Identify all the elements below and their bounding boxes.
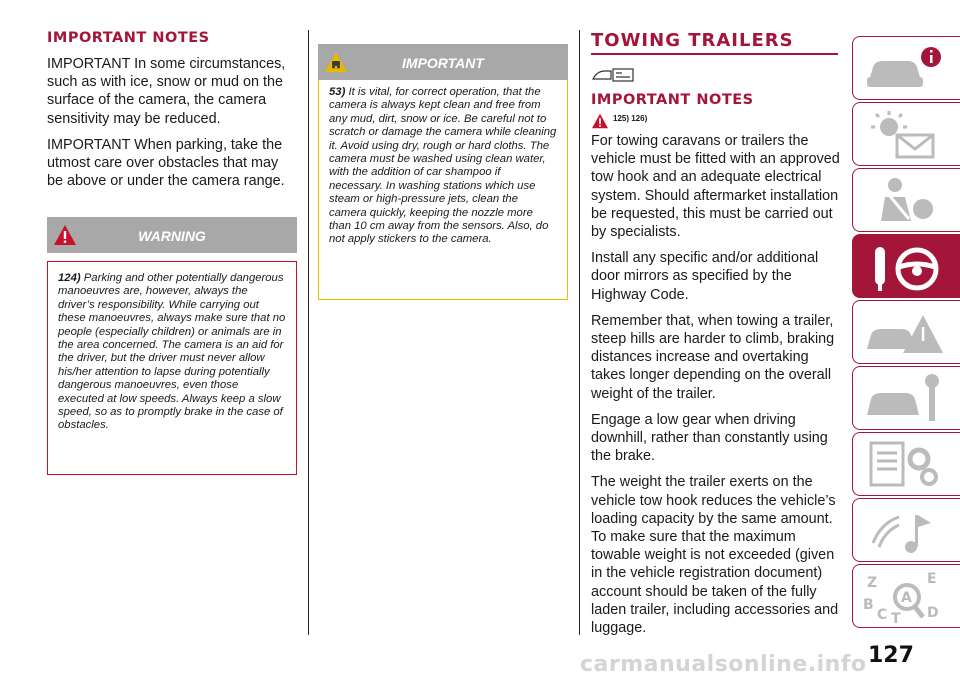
important-header [318,44,568,80]
car-wrench-icon [861,371,951,427]
warning-title: WARNING [138,228,206,244]
starting-driving-tab[interactable] [852,234,960,298]
safety-tab[interactable] [852,168,960,232]
svg-text:A: A [901,590,912,606]
refs-row [591,112,841,132]
important-body [318,80,568,300]
key-steering-wheel-icon [861,239,951,295]
refs-text: 125) 126) [613,114,648,123]
important-title: IMPORTANT [402,55,484,71]
multimedia-tab[interactable] [852,498,960,562]
column-divider [308,30,309,635]
warning-triangle-icon [591,113,609,129]
svg-text:B: B [863,597,874,613]
alphabet-search-icon [861,569,951,625]
svg-text:Z: Z [867,575,878,591]
warning-header [47,217,297,253]
warning-text: Parking and other potentially dangerous manoeuvres are, however, always the driver’s responsibility. While carrying out these manoeuvres, always make sure that no people (especially children) or animals are in the area concerned. The camera is an aid for the driver, but the driver must never allow his/her attention to lapse during potentially dangerous manoeuvres, even those executed at low speeds. Always keep a slow speed, so as to promptly brake in the case of obstacles. [58,272,286,432]
warning-box [47,217,297,475]
paragraph: IMPORTANT In some circumstances, such as with ice, snow or mud on the surface of the camera, the camera sensitivity may be reduced. [47,56,286,127]
svg-text:T: T [891,611,901,625]
svg-text:E: E [927,571,937,587]
paragraph: The weight the trailer exerts on the vehicle tow hook reduces the vehicle’s loading capacity by the same amount. To make sure that the maximum towable weight is not exceeded (given in the vehicle registration document) account should be taken of the fully laden trailer, including accessories and luggage. [591,474,839,637]
page-number: 127 [868,643,914,668]
watermark: carmanualsonline.info [580,652,867,677]
car-info-icon [861,41,951,97]
title-underline [591,53,838,55]
vehicle-version-icon [591,65,635,85]
section-heading: IMPORTANT NOTES [47,30,210,46]
paragraph: Engage a low gear when driving downhill, rather than constantly using the brake. [591,411,828,465]
column-divider [579,30,580,635]
important-ref: 53) [329,86,346,98]
technical-data-tab[interactable] [852,432,960,496]
left-column [47,30,297,198]
paragraph: Install any specific and/or additional door mirrors as specified by the Highway Code. [591,250,819,303]
svg-text:C: C [877,607,888,623]
paragraph: IMPORTANT When parking, take the utmost care over obstacles that may be above or under the camera range. [47,136,285,190]
maintenance-tab[interactable] [852,366,960,430]
warning-ref: 124) [58,272,81,284]
warning-body [47,261,297,475]
music-icon [861,503,951,559]
warning-lights-icon [861,107,951,163]
specs-gear-icon [861,437,951,493]
paragraph: Remember that, when towing a trailer, steep hills are harder to climb, braking distances increase and overtaking takes longer depending on the overall weight of the trailer. [591,312,835,402]
page-title: TOWING TRAILERS [591,30,794,51]
paragraph: For towing caravans or trailers the vehicle must be fitted with an approved tow hook and an adequate electrical system. Should aftermarket installation be requested, this must be carried out by specialists. [591,133,840,241]
section-heading: IMPORTANT NOTES [591,92,754,108]
index-tab[interactable] [852,564,960,628]
emergency-tab[interactable] [852,300,960,364]
right-column [591,30,841,645]
important-text: It is vital, for correct operation, that the camera is always kept clean and free from any mud, dirt, snow or ice. Be careful not to scratch or damage the camera while cleaning it. Avoid using dry, rough or hard cloths. The camera must be washed using clean water, with the addition of car shampoo if necessary. In washing stations which use steam or high-pressure jets, clean the camera quickly, keeping the nozzle more than 10 cm away from the sensors. Also, do not apply stickers to the camera. [329,86,557,246]
warning-lights-tab[interactable] [852,102,960,166]
crash-icon [861,305,951,361]
car-info-tab[interactable] [852,36,960,100]
svg-text:D: D [927,605,939,621]
important-box [318,44,568,300]
seatbelt-airbag-icon [861,173,951,229]
